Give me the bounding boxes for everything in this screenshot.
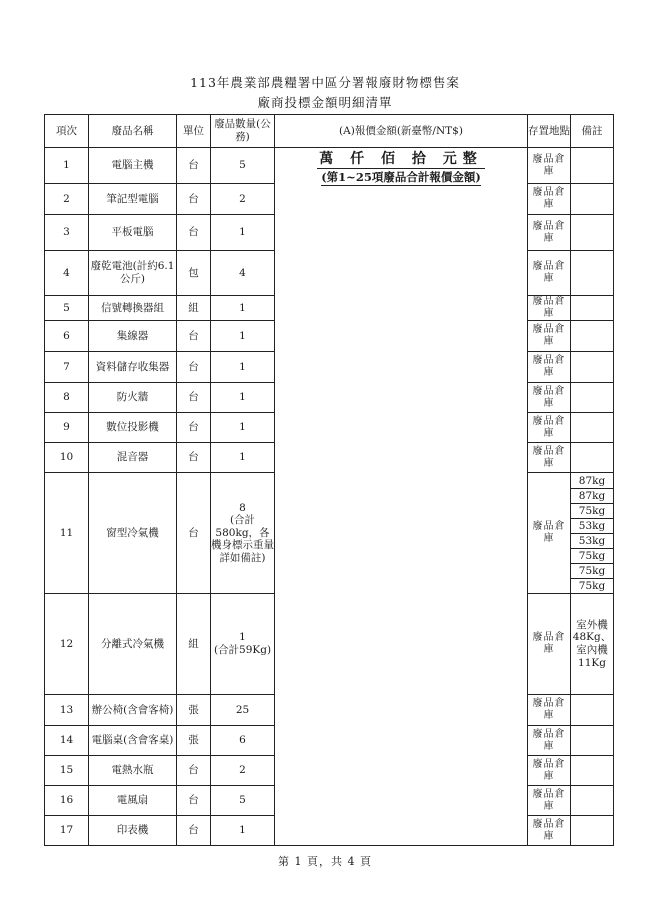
header-no: 項次 xyxy=(45,115,89,148)
row-qty: 2 xyxy=(211,184,275,215)
row-location: 廢品倉庫 xyxy=(528,215,571,251)
row-unit: 台 xyxy=(177,816,211,846)
row-no: 14 xyxy=(45,726,89,756)
row-location: 廢品倉庫 xyxy=(528,148,571,184)
row-no: 2 xyxy=(45,184,89,215)
row-name: 信號轉換器組 xyxy=(89,296,177,321)
row-no: 17 xyxy=(45,816,89,846)
quote-amount-cell[interactable] xyxy=(275,148,528,846)
row-remark xyxy=(571,695,614,726)
header-remark: 備註 xyxy=(571,115,614,148)
table-row xyxy=(45,148,614,184)
row-unit: 台 xyxy=(177,473,211,594)
header-unit: 單位 xyxy=(177,115,211,148)
row-remark xyxy=(571,786,614,816)
row-unit: 組 xyxy=(177,296,211,321)
row-location: 廢品倉庫 xyxy=(528,251,571,296)
row-unit: 組 xyxy=(177,594,211,695)
row-qty: 1 xyxy=(211,215,275,251)
remark-weight: 87kg xyxy=(578,474,606,487)
row-no: 6 xyxy=(45,321,89,352)
row-qty: 1 xyxy=(211,296,275,321)
row-location: 廢品倉庫 xyxy=(528,726,571,756)
row-unit: 張 xyxy=(177,695,211,726)
row-qty-note: (合計580kg，各機身標示重量詳如備註) xyxy=(211,514,274,564)
row-remark xyxy=(571,321,614,352)
row-remark xyxy=(571,148,614,184)
row-location: 廢品倉庫 xyxy=(528,383,571,413)
row-name: 電熱水瓶 xyxy=(89,756,177,786)
row-location: 廢品倉庫 xyxy=(528,443,571,473)
row-unit: 台 xyxy=(177,413,211,443)
row-name: 分離式冷氣機 xyxy=(89,594,177,695)
row-qty: 5 xyxy=(211,786,275,816)
row-name: 電風扇 xyxy=(89,786,177,816)
remark-weight: 87kg xyxy=(571,488,613,503)
row-name: 窗型冷氣機 xyxy=(89,473,177,594)
bid-detail-table xyxy=(44,114,614,846)
row-remark xyxy=(571,726,614,756)
row-qty: 1 xyxy=(211,321,275,352)
row-unit: 台 xyxy=(177,148,211,184)
row-name: 辦公椅(含會客椅) xyxy=(89,695,177,726)
row-no: 11 xyxy=(45,473,89,594)
row-qty xyxy=(211,473,275,594)
row-no: 7 xyxy=(45,352,89,383)
row-no: 10 xyxy=(45,443,89,473)
row-qty: 5 xyxy=(211,148,275,184)
document-title: 113年農業部農糧署中區分署報廢財物標售案 xyxy=(190,75,460,90)
row-remark xyxy=(571,413,614,443)
row-no: 8 xyxy=(45,383,89,413)
page-footer: 第 1 頁，共 4 頁 xyxy=(278,855,372,868)
row-unit: 台 xyxy=(177,215,211,251)
row-qty: 1 xyxy=(211,816,275,846)
row-no: 12 xyxy=(45,594,89,695)
row-unit: 包 xyxy=(177,251,211,296)
row-unit: 台 xyxy=(177,786,211,816)
remark-weight: 75kg xyxy=(571,578,613,593)
row-qty: 1 xyxy=(211,443,275,473)
table-header-row xyxy=(45,115,614,148)
row-location: 廢品倉庫 xyxy=(528,695,571,726)
row-unit: 台 xyxy=(177,443,211,473)
row-remark xyxy=(571,473,614,594)
row-location: 廢品倉庫 xyxy=(528,786,571,816)
row-unit: 台 xyxy=(177,321,211,352)
row-qty-value: 1 xyxy=(239,631,246,644)
row-name: 資料儲存收集器 xyxy=(89,352,177,383)
row-no: 4 xyxy=(45,251,89,296)
row-name: 集線器 xyxy=(89,321,177,352)
row-name: 印表機 xyxy=(89,816,177,846)
header-qty: 廢品數量(公務) xyxy=(211,115,275,148)
row-no: 3 xyxy=(45,215,89,251)
row-location: 廢品倉庫 xyxy=(528,321,571,352)
row-location: 廢品倉庫 xyxy=(528,594,571,695)
row-unit: 台 xyxy=(177,352,211,383)
header-location: 存置地點 xyxy=(528,115,571,148)
remark-weight: 53kg xyxy=(571,533,613,548)
row-name: 廢乾電池(計約6.1公斤) xyxy=(89,251,177,296)
row-remark xyxy=(571,756,614,786)
remark-weight: 75kg xyxy=(571,548,613,563)
row-remark xyxy=(571,184,614,215)
row-name: 混音器 xyxy=(89,443,177,473)
row-name: 數位投影機 xyxy=(89,413,177,443)
row-unit: 台 xyxy=(177,756,211,786)
row-no: 16 xyxy=(45,786,89,816)
row-remark xyxy=(571,215,614,251)
row-remark: 室外機48Kg、室內機11Kg xyxy=(571,594,614,695)
row-location: 廢品倉庫 xyxy=(528,296,571,321)
row-remark xyxy=(571,443,614,473)
remark-weight: 75kg xyxy=(571,503,613,518)
row-name: 平板電腦 xyxy=(89,215,177,251)
row-no: 1 xyxy=(45,148,89,184)
row-location: 廢品倉庫 xyxy=(528,816,571,846)
row-no: 9 xyxy=(45,413,89,443)
row-location: 廢品倉庫 xyxy=(528,352,571,383)
row-qty: 1 xyxy=(211,383,275,413)
remark-weight: 53kg xyxy=(571,518,613,533)
remark-weight: 75kg xyxy=(571,563,613,578)
document-subtitle: 廠商投標金額明細清單 xyxy=(257,95,393,110)
row-unit: 台 xyxy=(177,383,211,413)
row-no: 13 xyxy=(45,695,89,726)
row-unit: 台 xyxy=(177,184,211,215)
header-name: 廢品名稱 xyxy=(89,115,177,148)
row-remark xyxy=(571,251,614,296)
row-location: 廢品倉庫 xyxy=(528,184,571,215)
quote-note-text: (第1~25項廢品合計報價金額) xyxy=(321,169,481,184)
row-location: 廢品倉庫 xyxy=(528,756,571,786)
row-qty xyxy=(211,594,275,695)
row-no: 5 xyxy=(45,296,89,321)
row-location: 廢品倉庫 xyxy=(528,413,571,443)
row-qty: 4 xyxy=(211,251,275,296)
row-qty: 25 xyxy=(211,695,275,726)
row-qty: 2 xyxy=(211,756,275,786)
row-name: 防火牆 xyxy=(89,383,177,413)
row-location: 廢品倉庫 xyxy=(528,473,571,594)
row-no: 15 xyxy=(45,756,89,786)
row-qty-note: (合計59Kg) xyxy=(213,644,272,656)
quote-amount-text: 萬 仟 佰 拾 元整 xyxy=(319,151,483,167)
row-name: 電腦桌(含會客桌) xyxy=(89,726,177,756)
header-quote: (A)報價金額(新臺幣/NT$) xyxy=(275,115,528,148)
row-remark xyxy=(571,816,614,846)
row-qty: 1 xyxy=(211,352,275,383)
row-remark xyxy=(571,383,614,413)
row-name: 筆記型電腦 xyxy=(89,184,177,215)
row-remark xyxy=(571,352,614,383)
row-qty-value: 8 xyxy=(239,501,246,514)
row-remark xyxy=(571,296,614,321)
row-name: 電腦主機 xyxy=(89,148,177,184)
row-qty: 6 xyxy=(211,726,275,756)
row-qty: 1 xyxy=(211,413,275,443)
row-unit: 張 xyxy=(177,726,211,756)
